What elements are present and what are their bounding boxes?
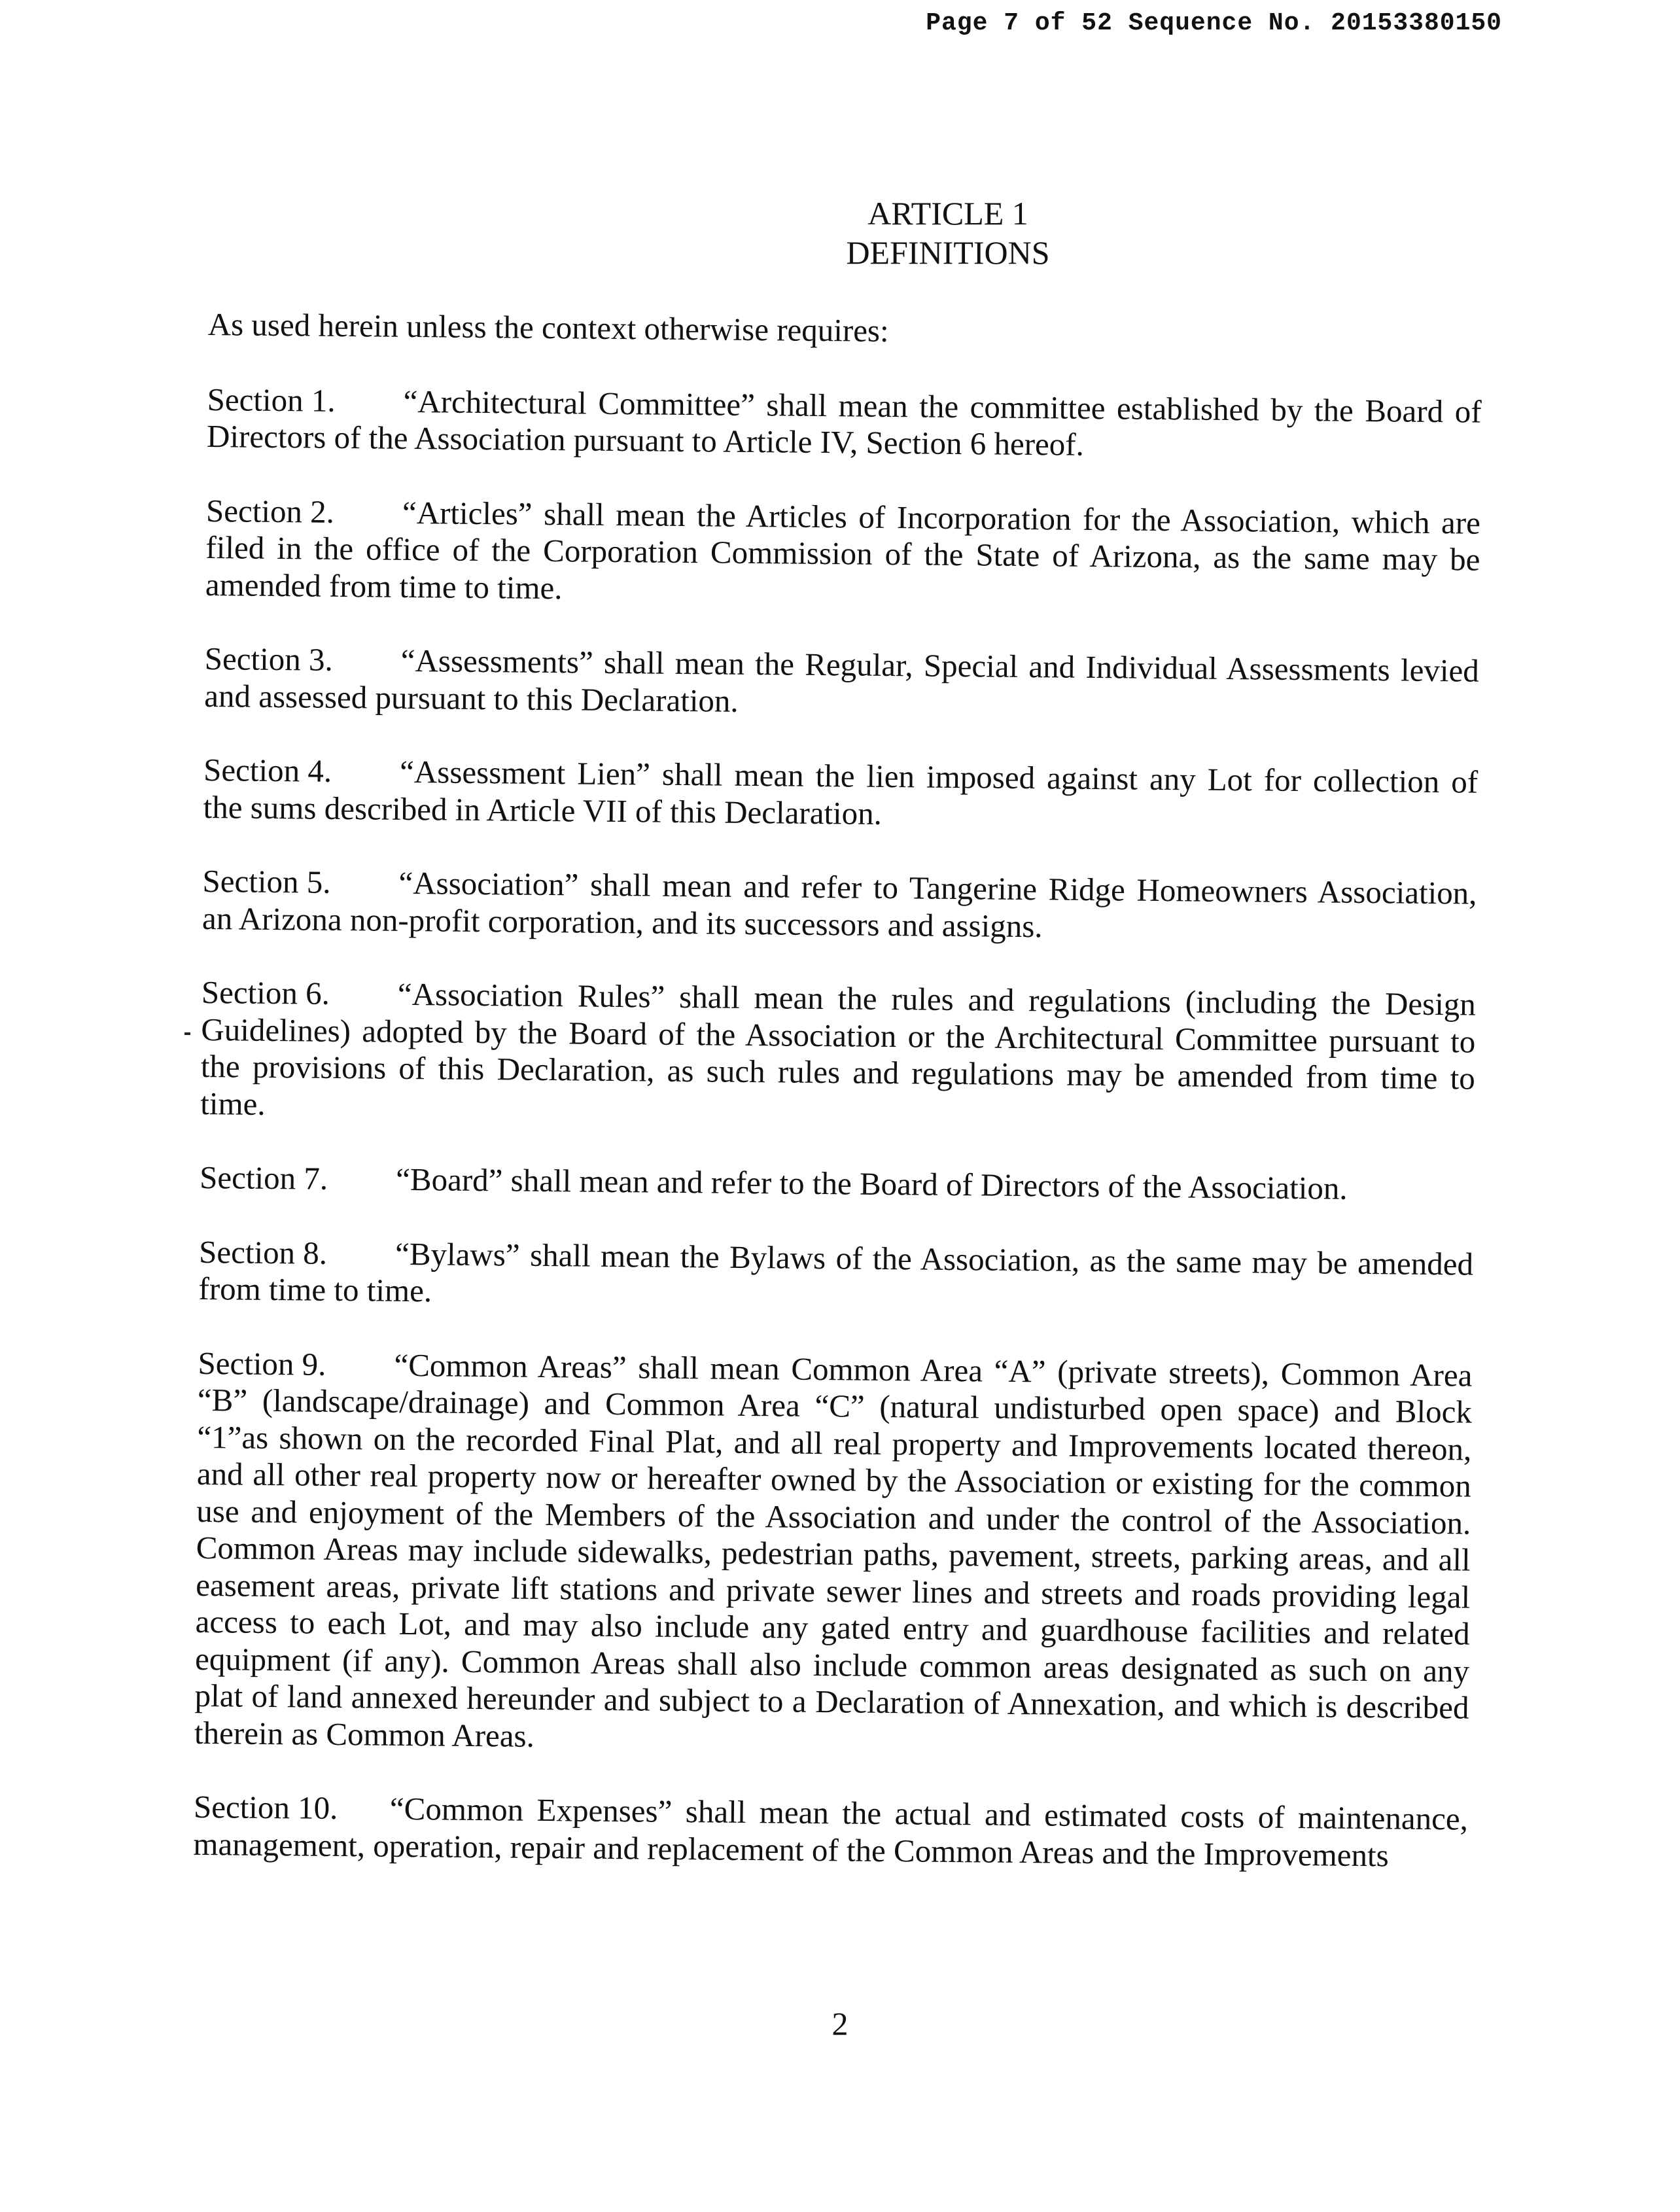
section-1 — [207, 381, 1482, 467]
article-title: DEFINITIONS — [846, 234, 1050, 271]
section-text: “Association” shall mean and refer to Tangerine Ridge Homeowners Association, an Arizona non-profit corporation, and its successors and assigns. — [201, 864, 1477, 944]
section-text: “Board” shall mean and refer to the Board of Directors of the Association. — [395, 1161, 1348, 1206]
section-text: “Assessments” shall mean the Regular, Special and Individual Assessments levied and assessed pursuant to this Declaration. — [204, 642, 1480, 719]
section-3 — [204, 641, 1479, 727]
section-label: Section 8. — [198, 1233, 328, 1271]
section-7 — [200, 1159, 1474, 1208]
section-label: Section 4. — [203, 751, 332, 789]
section-label: Section 5. — [202, 862, 331, 900]
page-sequence-stamp: Page 7 of 52 Sequence No. 20153380150 — [926, 9, 1502, 37]
section-2 — [205, 492, 1481, 615]
section-4 — [203, 752, 1478, 838]
section-8 — [198, 1233, 1473, 1320]
section-text: “Assessment Lien” shall mean the lien imposed against any Lot for collection of the sums described in Article VII of this Declaration. — [203, 753, 1479, 832]
article-number: ARTICLE 1 — [867, 195, 1028, 232]
section-label: Section 3. — [204, 640, 334, 678]
section-label: Section 2. — [205, 492, 335, 530]
section-label: Section 7. — [199, 1159, 328, 1197]
section-label: Section 10. — [193, 1788, 338, 1827]
section-text: “Architectural Committee” shall mean the committee established by the Board of Directors of the Association pursuant to Article IV, Section 6 hereof. — [206, 383, 1482, 463]
section-5 — [202, 863, 1477, 949]
section-text: “Bylaws” shall mean the Bylaws of the Association, as the same may be amended from time to time. — [198, 1235, 1474, 1309]
section-text: “Articles” shall mean the Articles of Incorporation for the Association, which are filed in the office of the Corporation Commission of the State of Arizona, as the same may be amended from time to time. — [205, 494, 1481, 606]
section-label: Section 1. — [207, 381, 336, 419]
intro-paragraph: As used herein unless the context otherwise requires: — [207, 306, 889, 349]
section-text: “Common Expenses” shall mean the actual and estimated costs of maintenance, management, operation, repair and replacement of the Common Areas and the Improvements — [193, 1790, 1469, 1873]
section-text: “Common Areas” shall mean Common Area “A” (private streets), Common Area “B” (landscape/drainage) and Common Area “C” (natural undisturbed open space) and Block “1”as shown on the recorded Final Plat, and all real property and Improvements located thereon, and all other real property now or hereafter owned by the Association or existing for the common use and enjoyment of the Members of the Association and under the control of the Association. Common Areas may include sidewalks, pedestrian paths, pavement, streets, parking areas, and all easement areas, private lift stations and private sewer lines and streets and roads providing legal access to each Lot, and may also include any gated entry and guardhouse facilities and related equipment (if any). Common Areas shall also include common areas designated as such on any plat of land annexed hereunder and subject to a Declaration of Annexation, and which is described therein as Common Areas. — [194, 1346, 1473, 1754]
margin-mark — [184, 1032, 190, 1035]
section-6 — [200, 974, 1476, 1134]
document-body — [193, 306, 1482, 1912]
section-text: “Association Rules” shall mean the rules and regulations (including the Design Guidelines) adopted by the Board of the Association or the Architectural Committee pursuant to the provisions of this Declaration, as such rules and regulations may be amended from time to time. — [200, 975, 1477, 1122]
section-10 — [193, 1789, 1468, 1875]
page-number: 2 — [831, 2005, 849, 2042]
section-label: Section 6. — [201, 974, 330, 1011]
section-9 — [194, 1344, 1473, 1763]
article-heading — [0, 194, 1680, 272]
section-label: Section 9. — [198, 1344, 326, 1382]
